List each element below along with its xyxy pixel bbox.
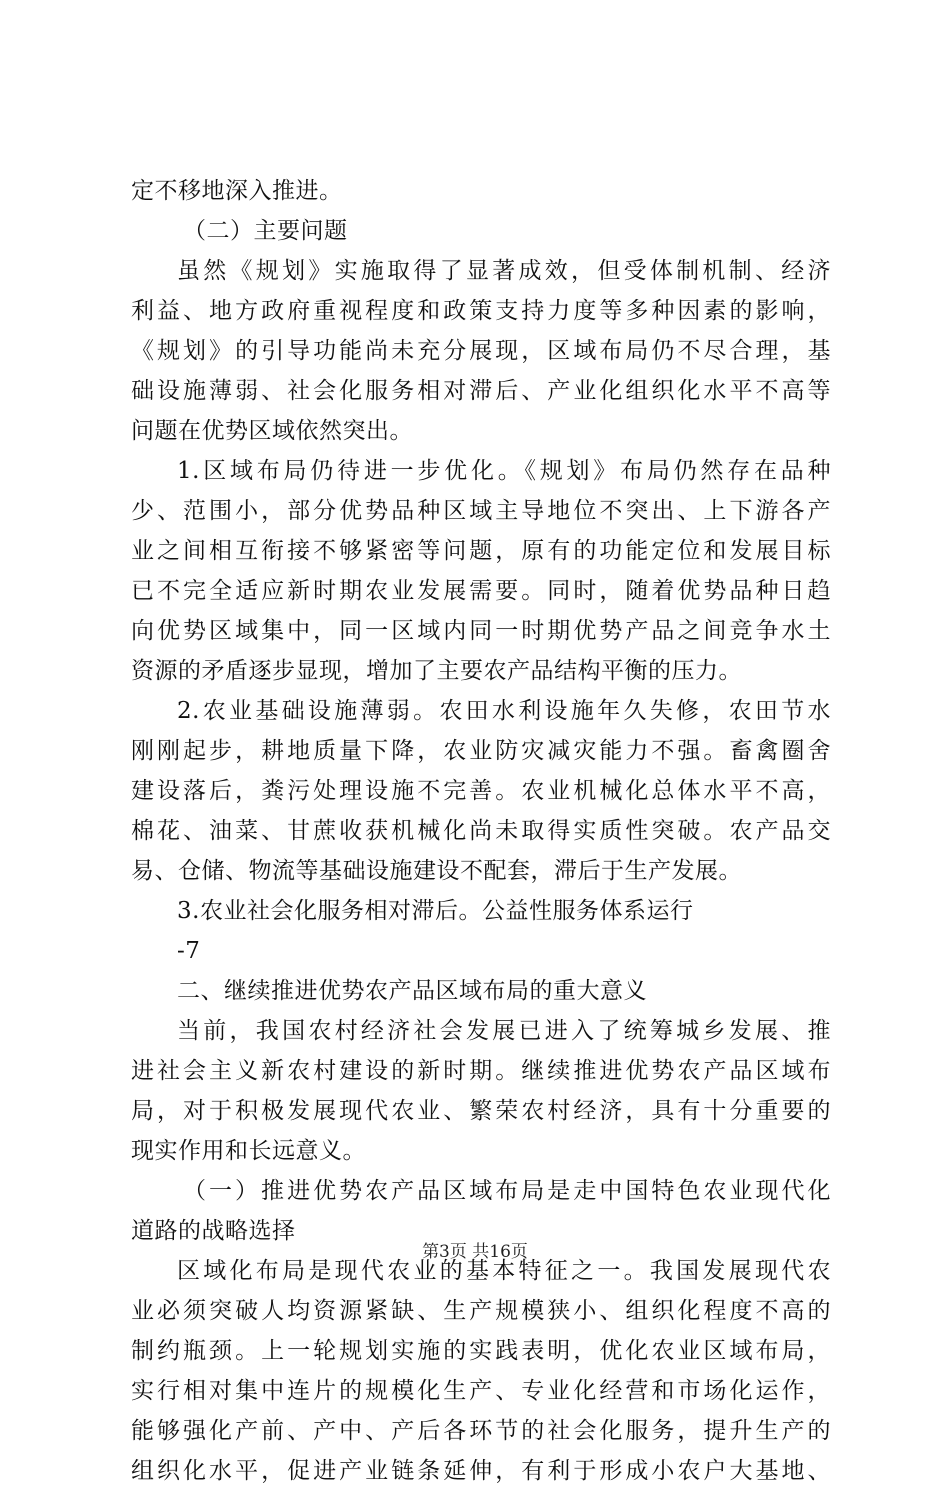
text-line: 棉花、油菜、甘蔗收获机械化尚未取得实质性突破。农产品交: [131, 818, 831, 844]
text-line: （二）主要问题: [183, 218, 348, 244]
text-line: 制约瓶颈。上一轮规划实施的实践表明，优化农业区域布局，: [131, 1338, 831, 1364]
text-line: 2.农业基础设施薄弱。农田水利设施年久失修，农田节水: [177, 698, 831, 724]
text-line: -7: [177, 938, 201, 964]
text-line: 现实作用和长远意义。: [131, 1138, 366, 1164]
text-line: 当前，我国农村经济社会发展已进入了统筹城乡发展、推: [177, 1018, 831, 1044]
text-line: 业之间相互衔接不够紧密等问题，原有的功能定位和发展目标: [131, 538, 831, 564]
page-footer: 第3页 共16页: [422, 1242, 528, 1262]
text-line: 虽然《规划》实施取得了显著成效，但受体制机制、经济: [177, 258, 831, 284]
text-line: 《规划》的引导功能尚未充分展现，区域布局仍不尽合理，基: [131, 338, 831, 364]
text-line: 实行相对集中连片的规模化生产、专业化经营和市场化运作，: [131, 1378, 831, 1404]
text-line: （一）推进优势农产品区域布局是走中国特色农业现代化: [183, 1178, 831, 1204]
text-line: 3.农业社会化服务相对滞后。公益性服务体系运行: [177, 898, 694, 924]
text-line: 二、继续推进优势农产品区域布局的重大意义: [177, 978, 647, 1004]
text-line: 区域化布局是现代农业的基本特征之一。我国发展现代农: [177, 1258, 831, 1284]
text-line: 刚刚起步，耕地质量下降，农业防灾减灾能力不强。畜禽圈舍: [131, 738, 831, 764]
text-line: 能够强化产前、产中、产后各环节的社会化服务，提升生产的: [131, 1418, 831, 1444]
text-line: 础设施薄弱、社会化服务相对滞后、产业化组织化水平不高等: [131, 378, 831, 404]
text-line: 向优势区域集中，同一区域内同一时期优势产品之间竞争水土: [131, 618, 831, 644]
text-line: 1.区域布局仍待进一步优化。《规划》布局仍然存在品种: [177, 458, 831, 484]
text-line: 组织化水平，促进产业链条延伸，有利于形成小农户大基地、: [131, 1458, 831, 1484]
text-line: 道路的战略选择: [131, 1218, 296, 1244]
text-line: 利益、地方政府重视程度和政策支持力度等多种因素的影响，: [131, 298, 831, 324]
text-line: 进社会主义新农村建设的新时期。继续推进优势农产品区域布: [131, 1058, 831, 1084]
text-line: 少、范围小，部分优势品种区域主导地位不突出、上下游各产: [131, 498, 831, 524]
text-line: 问题在优势区域依然突出。: [131, 418, 413, 444]
text-line: 局，对于积极发展现代农业、繁荣农村经济，具有十分重要的: [131, 1098, 831, 1124]
text-line: 资源的矛盾逐步显现，增加了主要农产品结构平衡的压力。: [131, 658, 742, 684]
text-line: 定不移地深入推进。: [131, 178, 343, 204]
document-body: [131, 171, 831, 1491]
text-line: 已不完全适应新时期农业发展需要。同时，随着优势品种日趋: [131, 578, 831, 604]
text-line: 易、仓储、物流等基础设施建设不配套，滞后于生产发展。: [131, 858, 742, 884]
text-line: 业必须突破人均资源紧缺、生产规模狭小、组织化程度不高的: [131, 1298, 831, 1324]
text-line: 建设落后，粪污处理设施不完善。农业机械化总体水平不高，: [131, 778, 831, 804]
